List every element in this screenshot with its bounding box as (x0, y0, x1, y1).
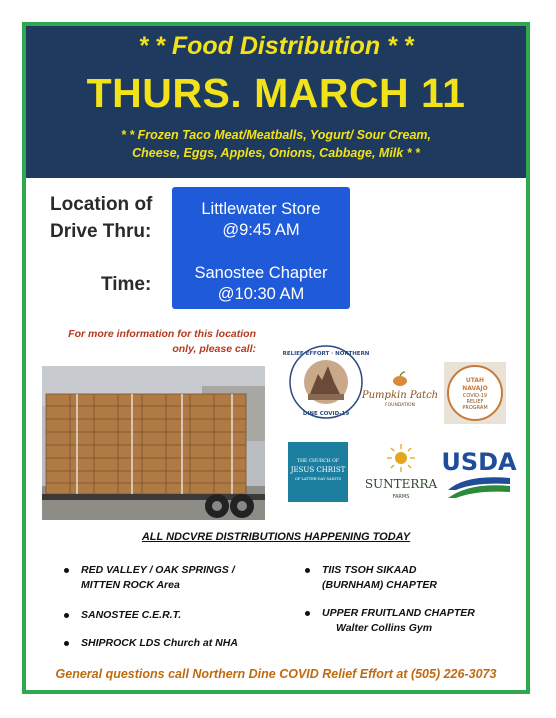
distribution-date: THURS. MARCH 11 (86, 70, 466, 116)
stop-1-place: Littlewater Store (201, 200, 321, 218)
svg-text:RELIEF: RELIEF (466, 399, 484, 405)
food-items-line-2: Cheese, Eggs, Apples, Onions, Cabbage, Milk * * (132, 146, 420, 160)
svg-text:FOUNDATION: FOUNDATION (385, 403, 415, 408)
distribution-item-line-2: (BURNHAM) CHAPTER (322, 579, 437, 591)
lds-church-logo (288, 442, 348, 502)
svg-text:UTAH: UTAH (465, 377, 485, 384)
stop-2-time: @10:30 AM (217, 285, 305, 303)
distribution-item-line-2: Walter Collins Gym (336, 622, 433, 634)
distribution-item (81, 636, 238, 651)
more-info-line-2: only, please call: (172, 343, 256, 355)
svg-text:COVID-19: COVID-19 (462, 393, 488, 399)
svg-text:Pumpkin Patch: Pumpkin Patch (361, 390, 439, 401)
distribution-item (81, 563, 235, 593)
distribution-item-line-1: RED VALLEY / OAK SPRINGS / (81, 564, 235, 576)
distribution-item-line-2: MITTEN ROCK Area (81, 579, 180, 591)
svg-text:FARMS: FARMS (392, 494, 410, 500)
food-items (76, 126, 476, 162)
usda-logo (441, 444, 517, 500)
location-label-line-2: Drive Thru: (50, 221, 152, 242)
pumpkin-patch-logo (361, 371, 439, 411)
distributions-heading: ALL NDCVRE DISTRIBUTIONS HAPPENING TODAY (141, 531, 411, 543)
distribution-item (81, 608, 181, 623)
distribution-item-line-1: TIIS TSOH SIKAAD (322, 564, 417, 576)
location-label-line-1: Location of (50, 194, 153, 215)
flyer-frame (22, 22, 530, 694)
food-items-line-1: * * Frozen Taco Meat/Meatballs, Yogurt/ Sour Cream, (120, 128, 432, 142)
more-info-line-1: For more information for this location (68, 328, 256, 340)
svg-text:JESUS CHRIST: JESUS CHRIST (290, 466, 346, 474)
svg-text:DINE COVID-19: DINE COVID-19 (302, 411, 350, 417)
stop-1-time: @9:45 AM (222, 221, 300, 239)
utah-navajo-relief-logo (444, 362, 506, 424)
sunterra-farms-logo (360, 440, 442, 506)
distribution-item-line-1: SHIPROCK LDS Church at NHA (81, 637, 238, 649)
footer-contact: General questions call Northern Dine COVID Relief Effort at (505) 226-3073 (55, 667, 497, 681)
svg-text:THE CHURCH OF: THE CHURCH OF (297, 459, 339, 464)
distribution-item (322, 606, 475, 636)
food-boxes-photo (42, 366, 265, 520)
stops-box (172, 187, 350, 309)
header-banner (26, 26, 526, 178)
svg-text:PROGRAM: PROGRAM (462, 405, 488, 411)
svg-text:RELIEF EFFORT · NORTHERN: RELIEF EFFORT · NORTHERN (282, 351, 370, 357)
distribution-item-line-1: SANOSTEE C.E.R.T. (81, 609, 182, 621)
more-info-note (50, 327, 256, 357)
location-label (50, 191, 152, 245)
svg-text:OF LATTER-DAY SAINTS: OF LATTER-DAY SAINTS (294, 477, 342, 481)
stop-2-place: Sanostee Chapter (194, 264, 328, 282)
relief-effort-seal-logo (282, 344, 370, 420)
distribution-item (322, 563, 437, 593)
svg-text:NAVAJO: NAVAJO (462, 385, 488, 392)
svg-text:USDA: USDA (441, 448, 517, 476)
distribution-item-line-1: UPPER FRUITLAND CHAPTER (322, 607, 475, 619)
time-label: Time: (101, 274, 152, 295)
svg-text:SUNTERRA: SUNTERRA (364, 477, 438, 491)
flyer-title: * * Food Distribution * * (138, 32, 414, 60)
